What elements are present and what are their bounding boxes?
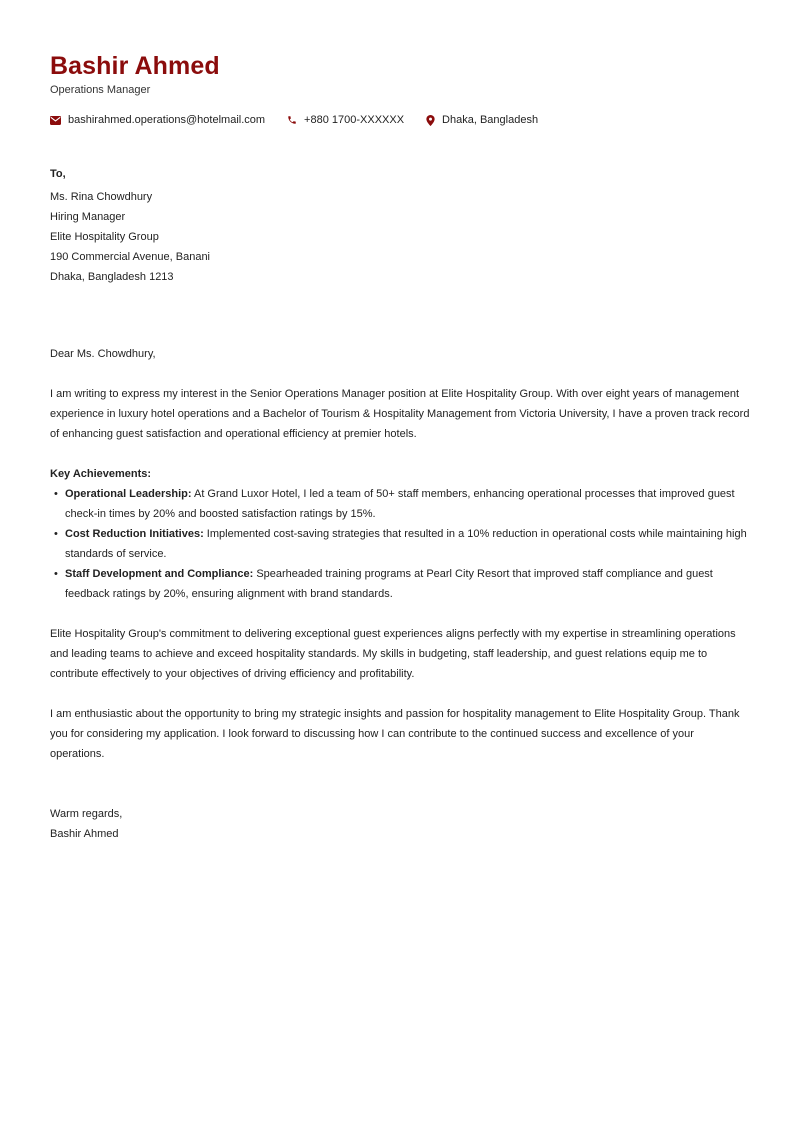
achievements-list — [50, 484, 750, 604]
closing-block — [50, 804, 122, 844]
recipient-position: Hiring Manager — [50, 211, 126, 223]
contact-location — [426, 113, 538, 127]
body-paragraph-3: I am enthusiastic about the opportunity to bring my strategic insights and passion for hospitality management to Elite Hospitality Group. Thank you for considering my application. I look forward to discussing how I can contribute to the continued success and excellence of your operations. — [50, 708, 740, 760]
to-label: To, — [50, 168, 66, 180]
location-text: Dhaka, Bangladesh — [442, 114, 539, 126]
list-item — [50, 564, 750, 604]
recipient-street: 190 Commercial Avenue, Banani — [50, 251, 211, 263]
recipient-name: Ms. Rina Chowdhury — [50, 191, 153, 203]
recipient-city: Dhaka, Bangladesh 1213 — [50, 271, 174, 283]
list-item — [50, 524, 750, 564]
email-text: bashirahmed.operations@hotelmail.com — [68, 114, 266, 126]
achievements-heading: Key Achievements: — [50, 468, 152, 480]
list-item — [50, 484, 750, 524]
achievement-text: At Grand Luxor Hotel, I led a team of 50+ staff members, enhancing operational processes that improved guest check-in times by 20% and boosted satisfaction ratings by 15%. — [65, 488, 735, 520]
phone-icon — [287, 115, 297, 125]
applicant-name: Bashir Ahmed — [50, 52, 220, 80]
body-paragraph-2: Elite Hospitality Group's commitment to delivering exceptional guest experiences aligns perfectly with my expertise in streamlining operations and leading teams to achieve and exceed hospitality standards. My skills in budgeting, staff leadership, and guest relations equip me to contribute effectively to your objectives of driving efficiency and profitability. — [50, 628, 736, 680]
contact-email[interactable] — [50, 113, 265, 127]
signature-name: Bashir Ahmed — [50, 828, 119, 840]
bullet-icon: • — [54, 528, 58, 540]
letter-body — [50, 344, 750, 784]
salutation: Dear Ms. Chowdhury, — [50, 348, 156, 360]
achievement-text: Implemented cost-saving strategies that resulted in a 10% reduction in operational costs while maintaining high standards of service. — [65, 528, 747, 560]
intro-paragraph: I am writing to express my interest in the Senior Operations Manager position at Elite Hospitality Group. With over eight years of management experience in luxury hotel operations and a Bachelor of Tourism & Hospitality Management from Victoria University, I have a proven track record of enhancing guest satisfaction and operational efficiency at premier hotels. — [50, 388, 750, 440]
recipient-company: Elite Hospitality Group — [50, 231, 159, 243]
envelope-icon — [50, 116, 61, 125]
applicant-title: Operations Manager — [50, 84, 151, 96]
bullet-icon: • — [54, 568, 58, 580]
map-pin-icon — [426, 115, 435, 126]
recipient-block — [50, 164, 210, 287]
bullet-icon: • — [54, 488, 58, 500]
achievement-text: Spearheaded training programs at Pearl City Resort that improved staff compliance and guest feedback ratings by 20%, ensuring alignment with brand standards. — [65, 568, 713, 600]
achievement-title: Cost Reduction Initiatives: — [65, 528, 204, 540]
achievement-title: Staff Development and Compliance: — [65, 568, 254, 580]
achievement-title: Operational Leadership: — [65, 488, 192, 500]
closing-phrase: Warm regards, — [50, 808, 123, 820]
phone-text: +880 1700-XXXXXX — [304, 114, 405, 126]
contact-phone[interactable] — [287, 113, 404, 127]
contact-bar — [50, 113, 538, 127]
